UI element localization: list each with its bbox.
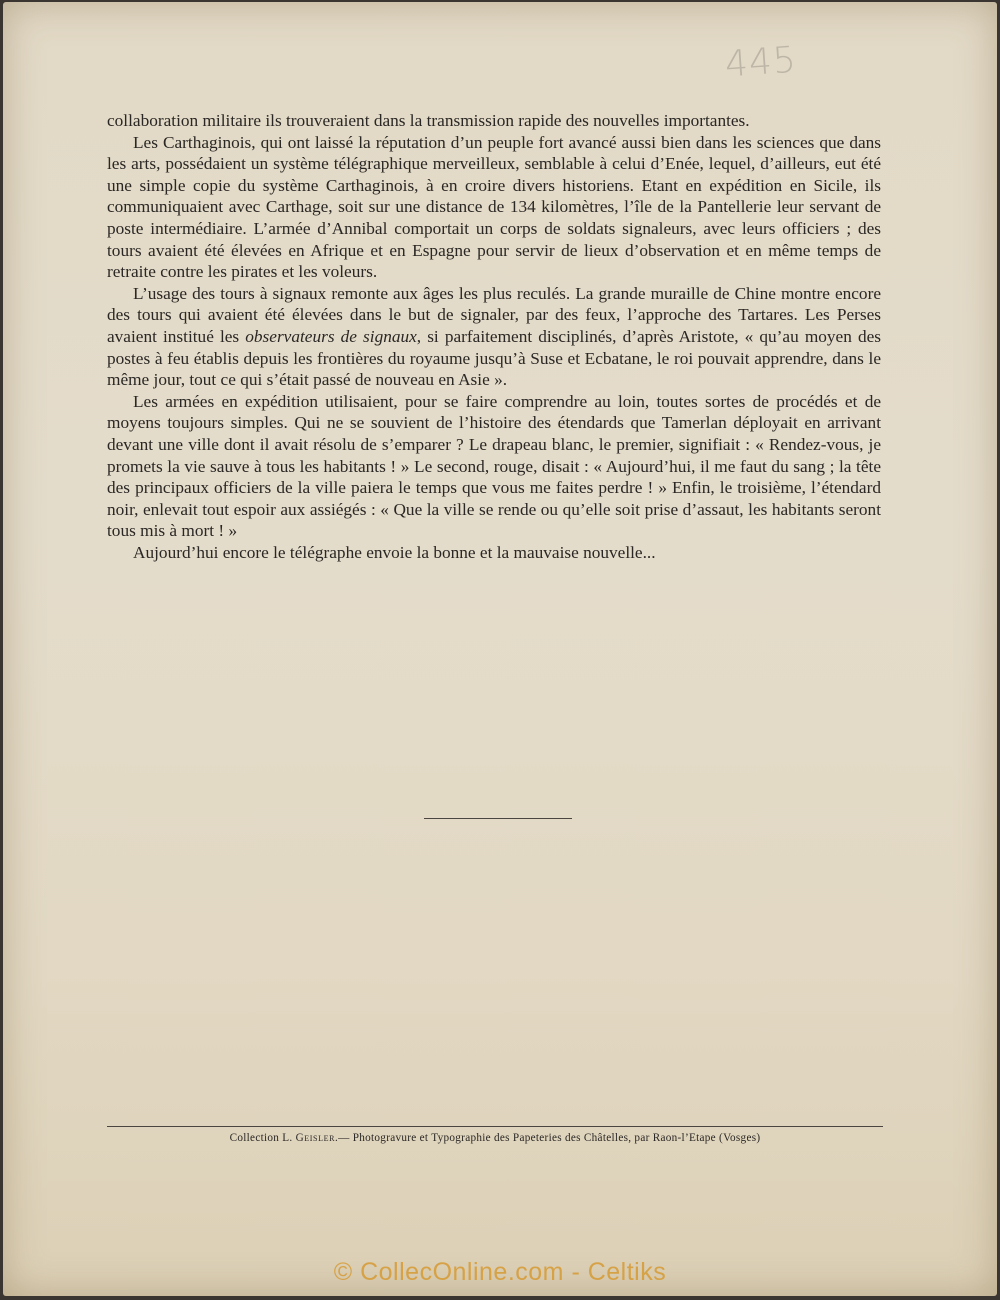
document-page: [3, 2, 997, 1296]
footer-suffix: .— Photogravure et Typographie des Papeteries des Châtelles, par Raon-l’Etape (Vosges): [335, 1132, 761, 1144]
section-divider: [424, 818, 572, 819]
pencil-annotation: 445: [723, 39, 799, 86]
footer-credit: [107, 1132, 883, 1144]
paragraph-3: [107, 283, 881, 391]
body-text: [107, 110, 881, 563]
watermark: © CollecOnline.com - Celtiks: [333, 1258, 667, 1286]
paragraph-3-italic: observateurs de signaux: [245, 326, 417, 346]
footer-name: Geisler: [295, 1132, 336, 1144]
paragraph-5: Aujourd’hui encore le télégraphe envoie la bonne et la mauvaise nouvelle...: [133, 542, 656, 562]
paragraph-3-text-a: L’usage des tours à signaux remonte aux âges les plus reculés. La grande muraille de Chine montre encore des tours qui avaient été élevées dans le but de signaler, par des feux, l’approche des Tartares. Les Perses avaient institué les: [107, 283, 881, 346]
footer-divider: [107, 1126, 883, 1127]
footer-prefix: Collection L.: [229, 1132, 296, 1144]
paragraph-3-text-b: , si parfaitement disciplinés, d’après Aristote, « qu’au moyen des postes à feu établis depuis les frontières du royaume jusqu’à Suse et Ecbatane, le roi pouvait apprendre, dans le même jour, tout ce qui s’était passé de nouveau en Asie ».: [107, 326, 881, 390]
paragraph-2: Les Carthaginois, qui ont laissé la réputation d’un peuple fort avancé aussi bien dans les sciences que dans les arts, possédaient un système télégraphique merveilleux, semblable à celui d’Enée, lequel, d’ailleurs, eut été une simple copie du système Carthaginois, à en croire divers historiens. Etant en expédition en Sicile, ils communiquaient avec Carthage, soit sur une distance de 134 kilomètres, l’île de la Pantellerie leur servant de poste intermédiaire. L’armée d’Annibal comportait un corps de soldats signaleurs, avec leurs officiers ; des tours avaient été élevées en Afrique et en Espagne pour servir de lieux d’observation et en même temps de retraite contre les pirates et les voleurs.: [107, 132, 881, 282]
paragraph-4: Les armées en expédition utilisaient, pour se faire comprendre au loin, toutes sortes de procédés et de moyens toujours simples. Qui ne se souvient de l’histoire des étendards que Tamerlan déployait en arrivant devant une ville dont il avait résolu de s’emparer ? Le drapeau blanc, le premier, signifiait : « Rendez-vous, je promets la vie sauve à tous les habitants ! » Le second, rouge, disait : « Aujourd’hui, il me faut du sang ; la tête des principaux officiers de la ville paiera le temps que vous me faites perdre ! » Enfin, le troisième, l’étendard noir, enlevait tout espoir aux assiégés : « Que la ville se rende ou qu’elle soit prise d’assaut, les habitants seront tous mis à mort ! »: [107, 391, 881, 541]
paragraph-1: collaboration militaire ils trouveraient dans la transmission rapide des nouvelles importantes.: [107, 111, 750, 130]
